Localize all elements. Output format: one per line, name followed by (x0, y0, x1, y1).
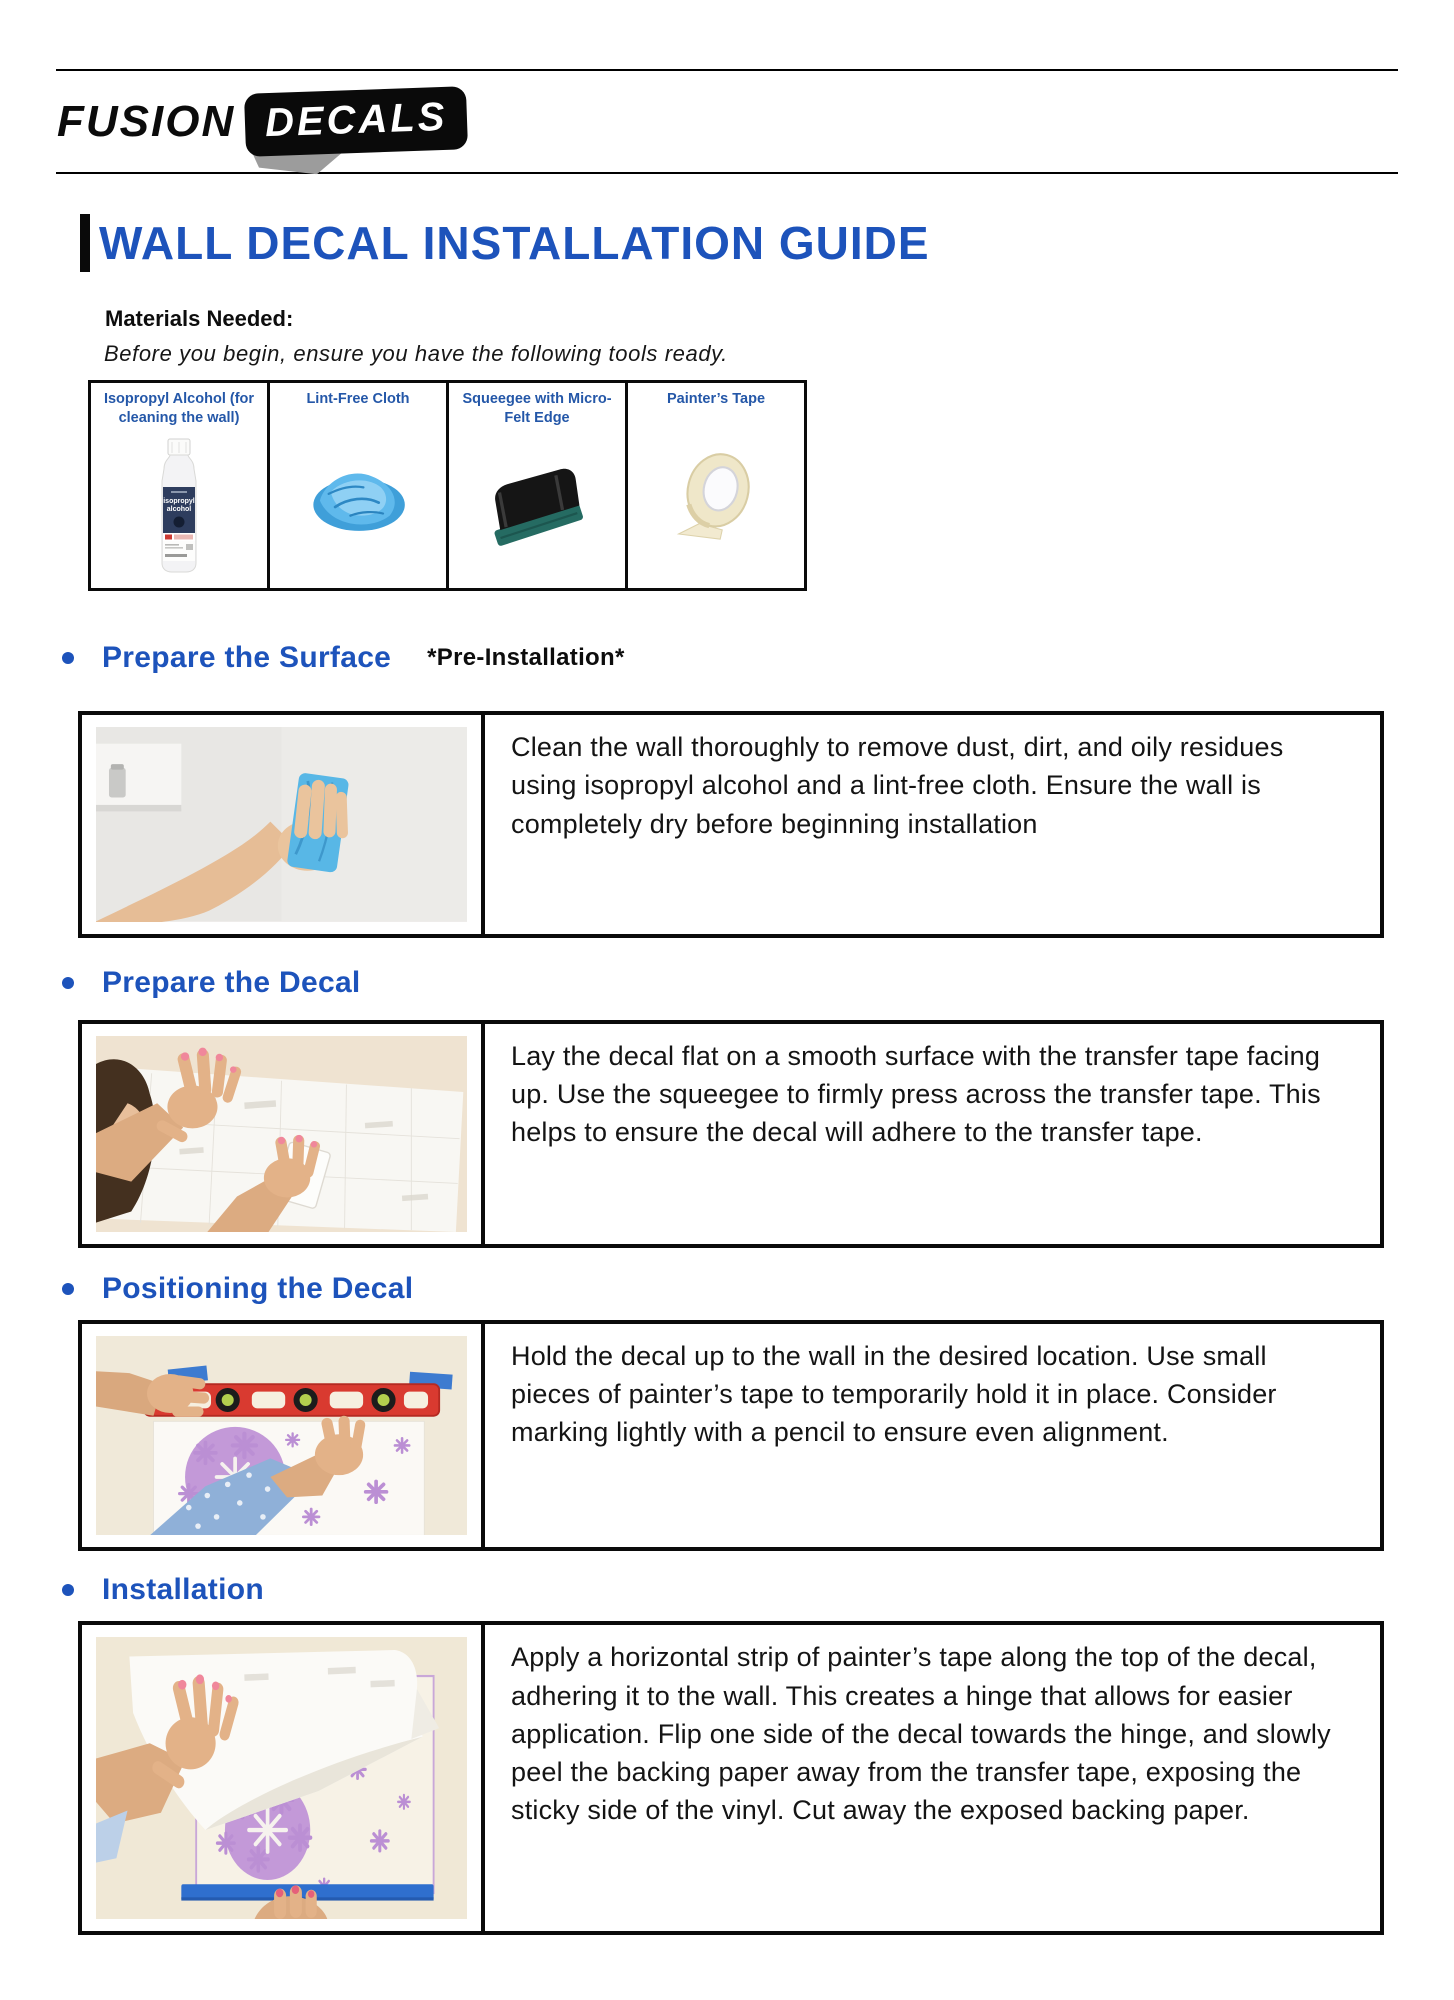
material-label: Squeegee with Micro-Felt Edge (462, 391, 612, 426)
section-title: Prepare the Decal (102, 965, 361, 999)
peeling-backing-illustration (96, 1637, 467, 1919)
alcohol-bottle-image (99, 427, 259, 582)
bullet-icon (62, 977, 74, 989)
section-heading-prepare-decal (62, 966, 1454, 1000)
decals-badge: DECALS (244, 86, 469, 157)
decals-badge-wrap (245, 90, 467, 153)
step-text-installation (485, 1625, 1380, 1931)
bullet-icon (62, 1283, 74, 1295)
decal-pressing-illustration (96, 1036, 467, 1232)
header-divider (56, 172, 1398, 174)
material-cell-cloth (269, 382, 448, 590)
section-heading-positioning (62, 1272, 1454, 1306)
material-cell-tape (627, 382, 806, 590)
step-box-prepare-surface (78, 711, 1384, 938)
brand-logo (57, 90, 468, 153)
peeling-backing-photo (82, 1625, 485, 1931)
wall-cleaning-illustration (96, 727, 467, 922)
fusion-wordmark: FUSION (57, 96, 236, 146)
bullet-icon (62, 652, 74, 664)
step-paragraph: Apply a horizontal strip of painter’s tape along the top of the decal, adhering it to the wall. This creates a hinge that allows for easier application. Flip one side of the decal towards the hinge, and slowly peel the backing paper away from the transfer tape, exposing the sticky side of the vinyl. Cut away the exposed backing paper. (511, 1642, 1331, 1826)
title-accent-bar (80, 214, 90, 272)
materials-heading: Materials Needed: (105, 306, 294, 331)
page-title: WALL DECAL INSTALLATION GUIDE (99, 217, 930, 269)
cloth-icon (298, 446, 418, 544)
material-cell-squeegee (448, 382, 627, 590)
step-paragraph: Clean the wall thoroughly to remove dust, dirt, and oily residues using isopropyl alcohol and a lint-free cloth. Ensure the wall is completely dry before beginning installation (511, 732, 1284, 839)
step-box-installation (78, 1621, 1384, 1935)
section-heading-prepare-surface (62, 641, 1454, 675)
wall-cleaning-photo (82, 715, 485, 934)
step-text-positioning (485, 1324, 1380, 1547)
squeegee-image (457, 427, 617, 582)
section-title: Positioning the Decal (102, 1271, 414, 1305)
step-text-prepare-decal (485, 1024, 1380, 1244)
lint-free-cloth-image (278, 409, 438, 582)
step-box-positioning (78, 1320, 1384, 1551)
bullet-icon (62, 1584, 74, 1596)
step-box-prepare-decal (78, 1020, 1384, 1248)
svg-text:isopropyl: isopropyl (163, 497, 195, 505)
squeegee-icon (477, 453, 597, 557)
section-title: Installation (102, 1573, 264, 1607)
material-label: Painter’s Tape (666, 391, 766, 407)
decal-pressing-photo (82, 1024, 485, 1244)
svg-text:alcohol: alcohol (166, 505, 192, 513)
step-text-prepare-surface (485, 715, 1380, 934)
level-positioning-photo (82, 1324, 485, 1547)
level-positioning-illustration (96, 1336, 467, 1535)
section-heading-installation (62, 1573, 1454, 1607)
alcohol-bottle-icon (133, 435, 225, 575)
material-label: Lint-Free Cloth (306, 391, 410, 407)
materials-subheading: Before you begin, ensure you have the following tools ready. (104, 341, 728, 366)
material-label: Isopropyl Alcohol (for cleaning the wall) (103, 391, 255, 426)
section-title: Prepare the Surface (102, 641, 392, 674)
painters-tape-image (636, 409, 796, 582)
tape-roll-icon (664, 440, 768, 550)
step-paragraph: Hold the decal up to the wall in the desired location. Use small pieces of painter’s tape to temporarily hold it in place. Consider marking lightly with a pencil to ensure even alignment. (511, 1340, 1277, 1448)
header-band (0, 71, 1454, 172)
title-row (80, 214, 1454, 272)
material-cell-alcohol (90, 382, 269, 590)
step-paragraph: Lay the decal flat on a smooth surface with the transfer tape facing up. Use the squeegee to firmly press across the transfer tape. This helps to ensure the decal will adhere to the transfer tape. (511, 1040, 1321, 1148)
materials-table (88, 380, 807, 591)
pre-installation-note: *Pre-Installation* (427, 644, 625, 671)
